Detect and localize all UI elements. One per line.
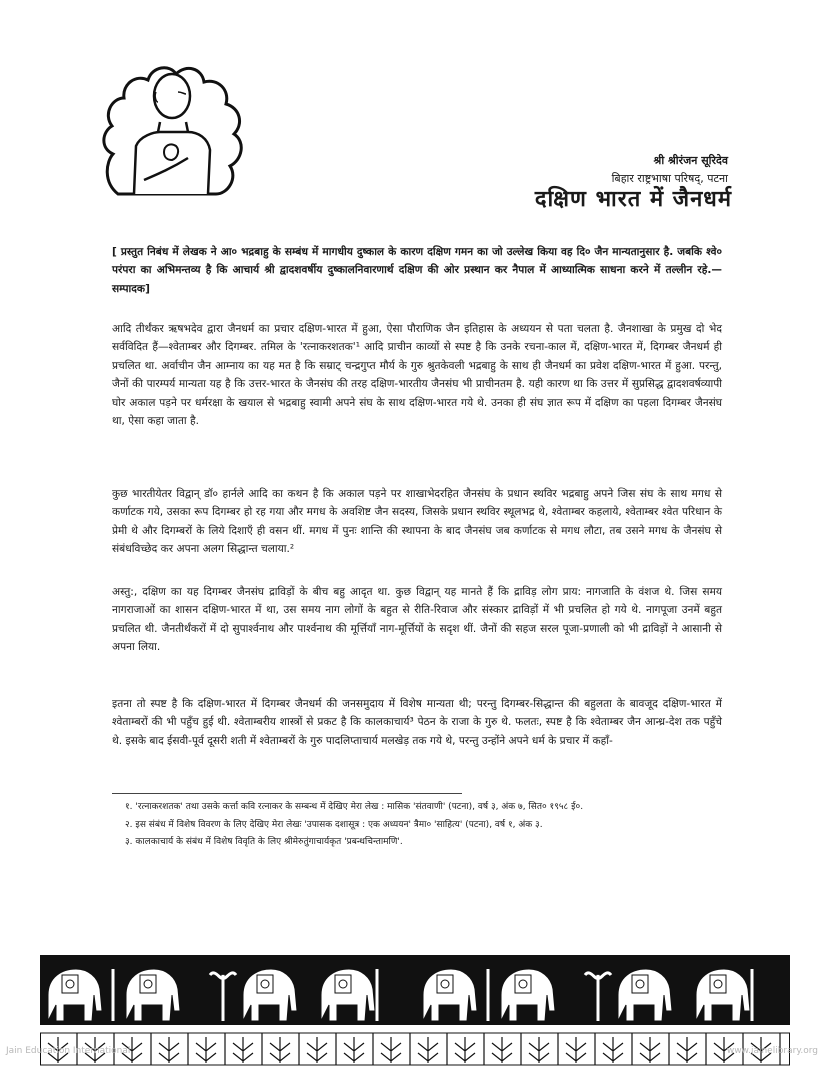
author-name: श्री श्रीरंजन सूरिदेव	[653, 154, 728, 167]
watermark-right: www.jainelibrary.org	[726, 1046, 818, 1056]
footnote: १. 'रत्नाकरशतक' तथा उसके कर्त्ता कवि रत्नाकर के सम्बन्ध में देखिए मेरा लेख : मासिक 'संतवाणी' (पटना), वर्ष ३, अंक ७, सित० १९५८ ई०.	[125, 802, 584, 812]
elephant-frieze-icon	[40, 955, 790, 1067]
footnote-divider	[112, 793, 462, 794]
author-affiliation: बिहार राष्ट्रभाषा परिषद्, पटना	[611, 172, 728, 185]
jain-monk-lotus-icon	[98, 62, 248, 204]
paragraph: अस्तु:, दक्षिण का यह दिगम्बर जैनसंघ द्राविड़ों के बीच बहु आदृत था. कुछ विद्वान् यह मानते हैं कि द्राविड़ लोग प्राय: नागजाति के वंशज थे. जिस समय नागराजाओं का शासन दक्षिण-भारत में था, उस समय नाग लोगों के बहुत से रीति-रिवाज और संस्कार द्राविड़ों में भी प्रचलित हो गये थे. नागपूजा उनमें बहुत प्रचलित थी. जैनतीर्थंकरों में दो सुपार्श्वनाथ और पार्श्वनाथ की मूर्त्तियाँ नाग-मूर्त्तियों के सदृश थीं. जैनों की सहज सरल पूजा-प्रणाली को भी द्राविड़ों ने आसानी से अपना लिया.	[112, 586, 722, 654]
paragraph: आदि तीर्थंकर ऋषभदेव द्वारा जैनधर्म का प्रचार दक्षिण-भारत में हुआ, ऐसा पौराणिक जैन इतिहास के अध्ययन से पता चलता है. जैनशाखा के प्रमुख दो भेद सर्वविदित हैं—श्वेताम्बर और दिगम्बर. तमिल के 'रत्नाकरशतक'¹ आदि प्राचीन काव्यों से स्पष्ट है कि उनके रचना-काल में, दक्षिण-भारत में, दिगम्बर जैनधर्म ही प्रचलित था. अर्वाचीन जैन आम्नाय का यह मत है कि सम्राट् चन्द्रगुप्त मौर्य के गुरु श्रुतकेवली भद्रबाहु के साथ ही जैनधर्म का प्रवेश दक्षिण-भारत में हुआ. परन्तु, जैनों की पारम्पर्य मान्यता यह है कि उत्तर-भारत के जैनसंघ की तरह दक्षिण-भारतीय जैनसंघ भी प्राचीनतम है. यही कारण था कि उत्तर में सुप्रसिद्ध द्वादशवर्षव्यापी घोर अकाल पड़ने पर धर्मरक्षा के खयाल से भद्रबाहु स्वामी अपने संघ के साथ दक्षिण-भारत गये थे. उनका ही संघ ज्ञात रूप में दक्षिण का पहला दिगम्बर जैनसंघ था, ऐसा कहा जाता है.	[112, 323, 722, 428]
paragraph: कुछ भारतीयेतर विद्वान् डॉ० हार्नले आदि का कथन है कि अकाल पड़ने पर शाखाभेदरहित जैनसंघ के प्रधान स्थविर भद्रबाहु अपने जिस संघ के साथ मगध से कर्णाटक गये, उसका रूप दिगम्बर हो रह गया और मगध के अवशिष्ट जैन सदस्य, जिसके प्रधान स्थविर स्थूलभद्र थे, श्वेताम्बर कहलाये, श्वेताम्बर श्वेत परिधान के प्रेमी थे और दिगम्बरों के लिये दिशाएँ ही वसन थीं. मगध में पुनः शान्ति की स्थापना के बाद जैनसंघ जब कर्णाटक से मगध लौटा, तब उसने मगध के जैनसंघ से संबंधविच्छेद कर अपना अलग सिद्धान्त चलाया.²	[112, 488, 723, 556]
footnote: २. इस संबंध में विशेष विवरण के लिए देखिए मेरा लेखः 'उपासक दशासूत्र : एक अध्ययन' त्रैमा० 'साहित्य' (पटना), वर्ष १, अंक ३.	[125, 819, 543, 830]
paragraph: इतना तो स्पष्ट है कि दक्षिण-भारत में दिगम्बर जैनधर्म की जनसमुदाय में विशेष मान्यता थी; परन्तु दिगम्बर-सिद्धान्त की बहुलता के बावजूद दक्षिण-भारत में श्वेताम्बरों की भी पहुँच हुई थी. श्वेताम्बरीय शास्त्रों से प्रकट है कि कालकाचार्य³ पेठन के राजा के गुरु थे. फलतः, स्पष्ट है कि श्वेताम्बर जैन आन्ध्र-देश तक पहुँचे थे. इसके बाद ईसवी-पूर्व दूसरी शती में श्वेताम्बरों के गुरु पादलिप्ताचार्य मलखेड़ तक गये थे, परन्तु उन्होंने अपने धर्म के प्रचार में कहाँ-	[112, 698, 722, 747]
editor-note: [ प्रस्तुत निबंध में लेखक ने आ० भद्रबाहु के सम्बंध में मागधीय दुष्काल के कारण दक्षिण गमन का जो उल्लेख किया वह दि० जैन मान्यतानुसार है. जबकि श्वे० परंपरा का अभिमन्तव्य है कि आचार्य श्री द्वादशवर्षीय दुष्कालनिवारणार्थ दक्षिण की ओर प्रस्थान कर नैपाल में आध्यात्मिक साधना करने में तल्लीन रहे.—सम्पादक]	[112, 246, 722, 295]
watermark-left: Jain Education International	[6, 1046, 131, 1056]
footnote: ३. कालकाचार्य के संबंध में विशेष विवृति के लिए श्रीमेरुतुंगाचार्यकृत 'प्रबन्धचिन्तामणि'.	[125, 837, 403, 847]
page-title: दक्षिण भारत में जैनधर्म	[534, 187, 732, 212]
footnotes	[125, 800, 745, 853]
